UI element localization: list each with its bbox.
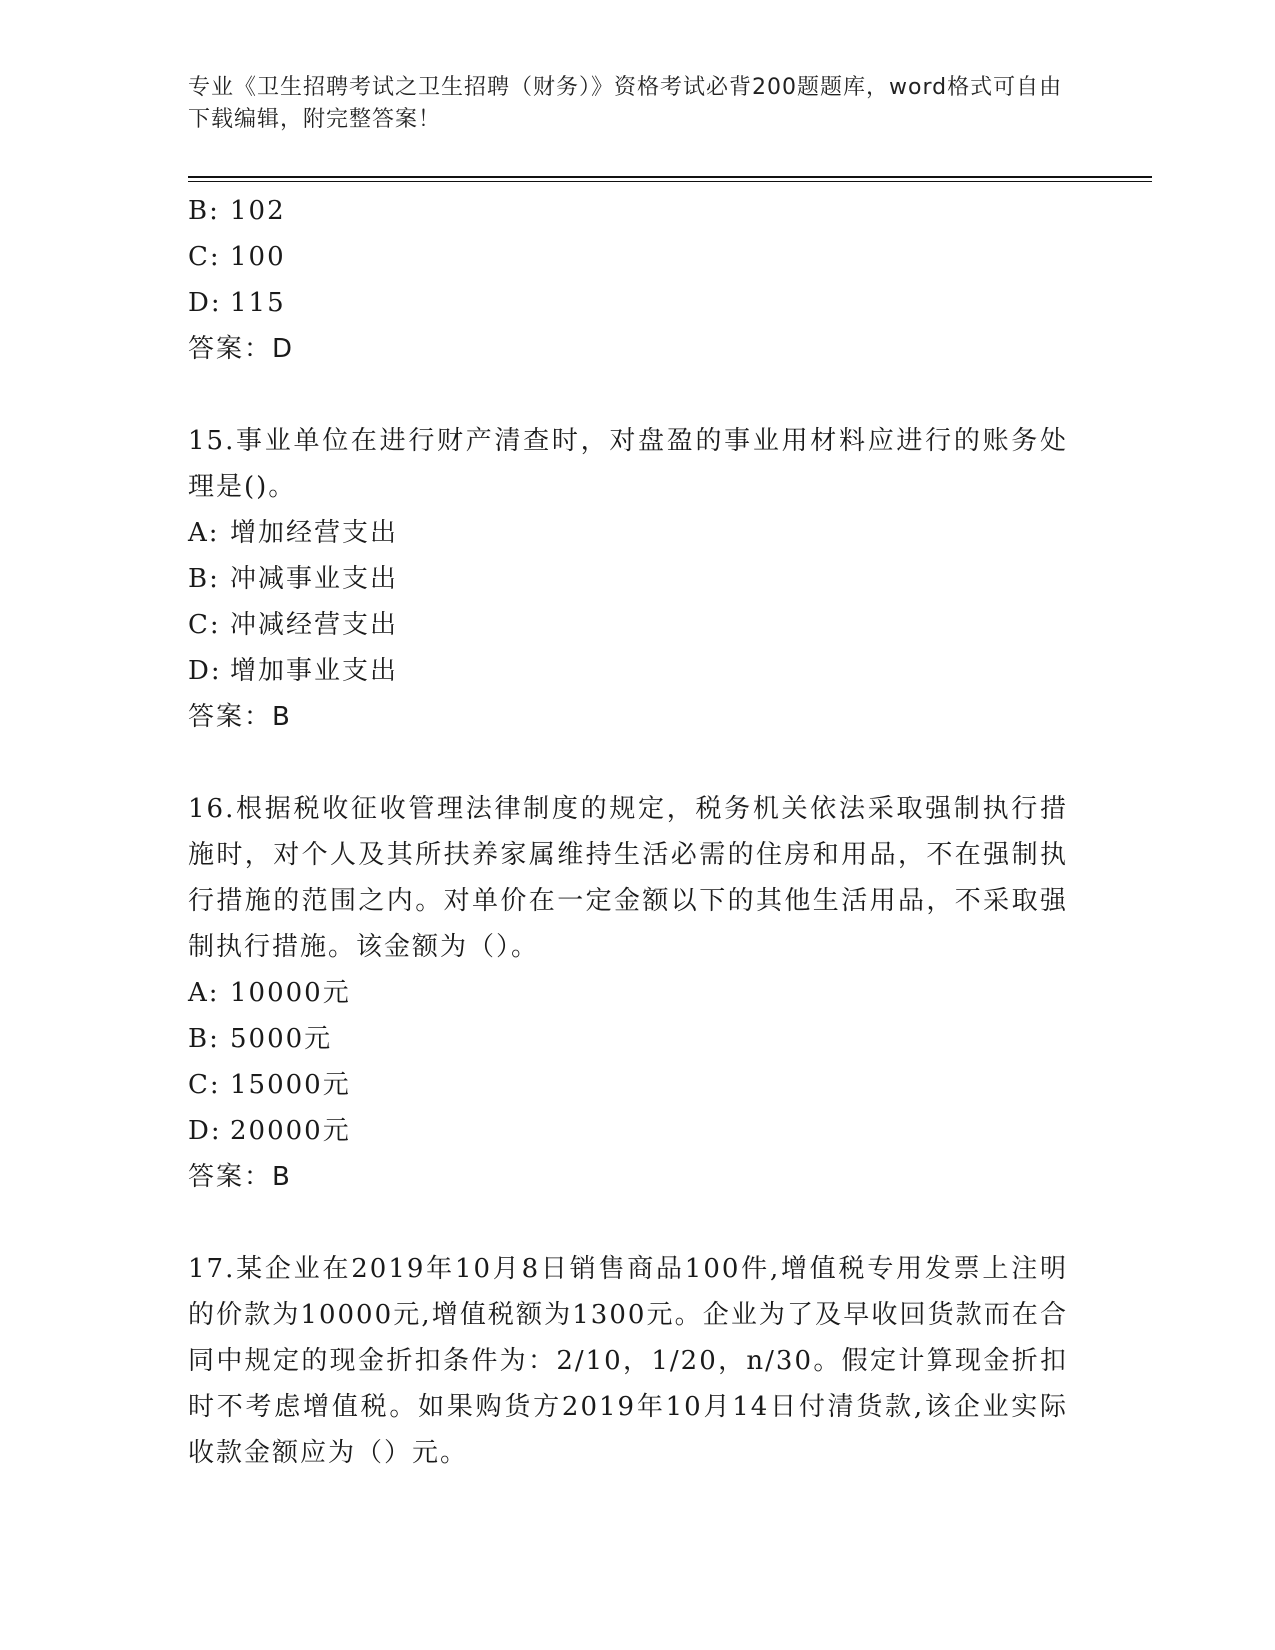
question-list [188, 188, 1068, 1476]
option-c: C: 100 [188, 242, 286, 272]
option-b: B: 冲减事业支出 [188, 564, 399, 594]
answer: 答案：D [188, 334, 295, 364]
header-divider-thin [188, 181, 1152, 182]
answer: 答案：B [188, 1162, 292, 1192]
question-16: 16.根据税收征收管理法律制度的规定，税务机关依法采取强制执行措施时，对个人及其所扶养家属维持生活必需的住房和用品，不在强制执行措施的范围之内。对单价在一定金额以下的其他生活用品，不采取强制执行措施。该金额为（）。 [188, 794, 1068, 962]
option-c: C: 15000元 [188, 1070, 351, 1100]
question-17: 17.某企业在2019年10月8日销售商品100件,增值税专用发票上注明的价款为10000元,增值税额为1300元。企业为了及早收回货款而在合同中规定的现金折扣条件为：2/10，1/20，n/30。假定计算现金折扣时不考虑增值税。如果购货方2019年10月14日付清货款,该企业实际收款金额应为（）元。 [188, 1254, 1068, 1468]
option-b: B: 102 [188, 196, 286, 226]
option-b: B: 5000元 [188, 1024, 333, 1054]
option-d: D: 增加事业支出 [188, 656, 399, 686]
option-a: A: 增加经营支出 [188, 518, 399, 548]
question-15: 15.事业单位在进行财产清查时，对盘盈的事业用材料应进行的账务处理是()。 [188, 426, 1068, 502]
option-a: A: 10000元 [188, 978, 351, 1008]
page-header: 专业《卫生招聘考试之卫生招聘（财务）》资格考试必背200题题库，word格式可自由下载编辑，附完整答案！ [188, 75, 1063, 132]
option-d: D: 115 [188, 288, 286, 318]
option-c: C: 冲减经营支出 [188, 610, 399, 640]
answer: 答案：B [188, 702, 292, 732]
header-divider [188, 176, 1152, 178]
option-d: D: 20000元 [188, 1116, 351, 1146]
